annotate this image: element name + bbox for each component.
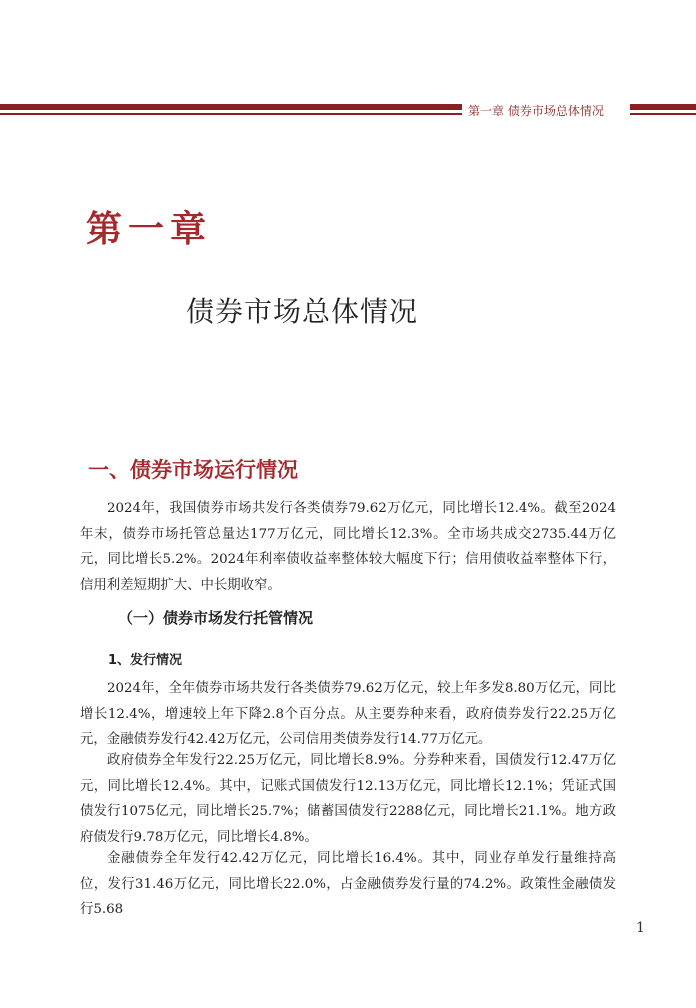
header-rule-right — [630, 104, 696, 118]
header-rule-thick-right — [630, 104, 696, 110]
body-paragraph: 2024年，全年债券市场共发行各类债券79.62万亿元，较上年多发8.80万亿元，同比增长12.4%，增速较上年下降2.8个百分点。从主要券种来看，政府债券发行22.25万亿元，金融债券发行42.42万亿元，公司信用类债券发行14.77万亿元。 — [80, 681, 616, 747]
header-rule-thin-right — [630, 113, 696, 115]
section-title: 一、债券市场运行情况 — [88, 457, 298, 482]
sub-subsection-title: 1、发行情况 — [108, 653, 183, 668]
subsection-title: （一）债券市场发行托管情况 — [118, 609, 314, 627]
header-rule-thick — [0, 104, 462, 110]
running-header-title: 第一章 债券市场总体情况 — [468, 104, 604, 118]
body-paragraph: 金融债券全年发行42.42万亿元，同比增长16.4%。其中，同业存单发行量维持高位，发行31.46万亿元，同比增长22.0%，占金融债券发行量的74.2%。政策性金融债发行5.68 — [80, 851, 616, 917]
section-paragraph: 2024年，我国债券市场共发行各类债券79.62万亿元，同比增长12.4%。截至2024年末，债券市场托管总量达177万亿元，同比增长12.3%。全市场共成交2735.44万亿元，同比增长5.2%。2024年利率债收益率整体较大幅度下行；信用债收益率整体下行，信用利差短期扩大、中长期收窄。 — [80, 501, 616, 593]
header-rule-thin — [0, 113, 462, 115]
body-paragraph: 政府债券全年发行22.25万亿元，同比增长8.9%。分券种来看，国债发行12.47万亿元，同比增长12.4%。其中，记账式国债发行12.13万亿元，同比增长12.1%；凭证式国债发行1075亿元，同比增长25.7%；储蓄国债发行2288亿元，同比增长21.1%。地方政府债发行9.78万亿元，同比增长4.8%。 — [80, 753, 616, 845]
chapter-title: 债券市场总体情况 — [186, 295, 419, 328]
page-number: 1 — [636, 920, 645, 936]
chapter-label: 第一章 — [86, 209, 213, 250]
header-rule-left — [0, 104, 462, 118]
